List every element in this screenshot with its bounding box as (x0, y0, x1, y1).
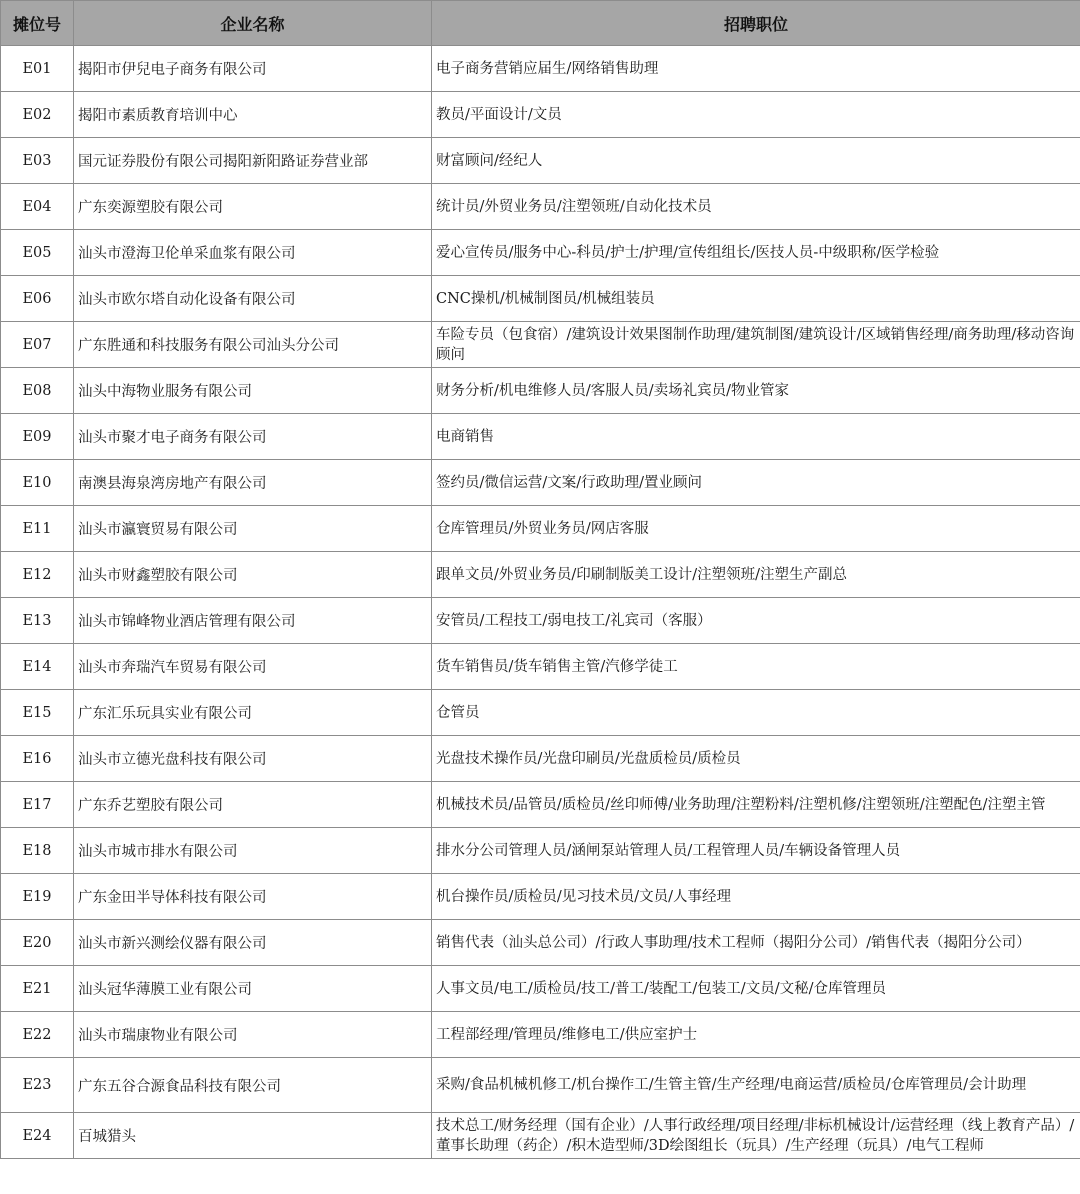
booth-number: E05 (1, 230, 74, 276)
table-row (1, 874, 1080, 920)
company-name: 揭阳市素质教育培训中心 (74, 92, 432, 138)
table-row (1, 966, 1080, 1012)
positions: 采购/食品机械机修工/机台操作工/生管主管/生产经理/电商运营/质检员/仓库管理员/会计助理 (432, 1058, 1080, 1113)
booth-number: E11 (1, 506, 74, 552)
booth-number: E13 (1, 598, 74, 644)
header-company-name: 企业名称 (74, 1, 432, 46)
positions: 机械技术员/品管员/质检员/丝印师傅/业务助理/注塑粉料/注塑机修/注塑领班/注塑配色/注塑主管 (432, 782, 1080, 828)
table-row (1, 1058, 1080, 1113)
table-row (1, 920, 1080, 966)
company-name: 汕头市欧尔塔自动化设备有限公司 (74, 276, 432, 322)
positions: 统计员/外贸业务员/注塑领班/自动化技术员 (432, 184, 1080, 230)
table-row (1, 276, 1080, 322)
company-name: 广东五谷合源食品科技有限公司 (74, 1058, 432, 1113)
table-row (1, 460, 1080, 506)
header-row (1, 1, 1080, 46)
booth-number: E15 (1, 690, 74, 736)
positions: 光盘技术操作员/光盘印刷员/光盘质检员/质检员 (432, 736, 1080, 782)
booth-number: E14 (1, 644, 74, 690)
company-name: 汕头中海物业服务有限公司 (74, 368, 432, 414)
booth-number: E07 (1, 322, 74, 368)
company-name: 广东胜通和科技服务有限公司汕头分公司 (74, 322, 432, 368)
booth-number: E04 (1, 184, 74, 230)
table-row (1, 1012, 1080, 1058)
booth-number: E10 (1, 460, 74, 506)
positions: 货车销售员/货车销售主管/汽修学徒工 (432, 644, 1080, 690)
positions: 爱心宣传员/服务中心-科员/护士/护理/宣传组组长/医技人员-中级职称/医学检验 (432, 230, 1080, 276)
positions: 仓库管理员/外贸业务员/网店客服 (432, 506, 1080, 552)
positions: 车险专员（包食宿）/建筑设计效果图制作助理/建筑制图/建筑设计/区域销售经理/商务助理/移动咨询顾问 (432, 322, 1080, 368)
table-row (1, 506, 1080, 552)
positions: 签约员/微信运营/文案/行政助理/置业顾问 (432, 460, 1080, 506)
positions: 财务分析/机电维修人员/客服人员/卖场礼宾员/物业管家 (432, 368, 1080, 414)
positions: 工程部经理/管理员/维修电工/供应室护士 (432, 1012, 1080, 1058)
company-name: 广东奕源塑胶有限公司 (74, 184, 432, 230)
table-row (1, 46, 1080, 92)
company-name: 汕头市城市排水有限公司 (74, 828, 432, 874)
booth-number: E20 (1, 920, 74, 966)
table-row (1, 644, 1080, 690)
positions: 财富顾问/经纪人 (432, 138, 1080, 184)
booth-number: E12 (1, 552, 74, 598)
company-name: 广东汇乐玩具实业有限公司 (74, 690, 432, 736)
positions: 销售代表（汕头总公司）/行政人事助理/技术工程师（揭阳分公司）/销售代表（揭阳分公司） (432, 920, 1080, 966)
booth-number: E01 (1, 46, 74, 92)
table-row (1, 690, 1080, 736)
table-row (1, 782, 1080, 828)
table-row (1, 736, 1080, 782)
company-name: 汕头市澄海卫伦单采血浆有限公司 (74, 230, 432, 276)
table-row (1, 138, 1080, 184)
company-name: 汕头市立德光盘科技有限公司 (74, 736, 432, 782)
company-name: 汕头市瀛寰贸易有限公司 (74, 506, 432, 552)
booth-number: E03 (1, 138, 74, 184)
positions: 机台操作员/质检员/见习技术员/文员/人事经理 (432, 874, 1080, 920)
company-name: 国元证券股份有限公司揭阳新阳路证券营业部 (74, 138, 432, 184)
table-body (1, 46, 1080, 1159)
company-name: 汕头冠华薄膜工业有限公司 (74, 966, 432, 1012)
positions: 技术总工/财务经理（国有企业）/人事行政经理/项目经理/非标机械设计/运营经理（线上教育产品）/董事长助理（药企）/积木造型师/3D绘图组长（玩具）/生产经理（玩具）/电气工程师 (432, 1113, 1080, 1159)
positions: CNC操机/机械制图员/机械组装员 (432, 276, 1080, 322)
company-name: 汕头市聚才电子商务有限公司 (74, 414, 432, 460)
table-row (1, 1113, 1080, 1159)
company-name: 汕头市财鑫塑胶有限公司 (74, 552, 432, 598)
booth-number: E21 (1, 966, 74, 1012)
company-name: 揭阳市伊兒电子商务有限公司 (74, 46, 432, 92)
booth-number: E09 (1, 414, 74, 460)
booth-number: E23 (1, 1058, 74, 1113)
booth-number: E02 (1, 92, 74, 138)
booth-number: E19 (1, 874, 74, 920)
company-name: 汕头市瑞康物业有限公司 (74, 1012, 432, 1058)
table-row (1, 828, 1080, 874)
table-row (1, 598, 1080, 644)
positions: 排水分公司管理人员/涵闸泵站管理人员/工程管理人员/车辆设备管理人员 (432, 828, 1080, 874)
booth-number: E24 (1, 1113, 74, 1159)
booth-number: E06 (1, 276, 74, 322)
booth-number: E17 (1, 782, 74, 828)
booth-number: E08 (1, 368, 74, 414)
header-positions: 招聘职位 (432, 1, 1080, 46)
company-name: 广东乔艺塑胶有限公司 (74, 782, 432, 828)
table-row (1, 230, 1080, 276)
positions: 仓管员 (432, 690, 1080, 736)
booth-number: E16 (1, 736, 74, 782)
header-booth-number: 摊位号 (1, 1, 74, 46)
booth-number: E18 (1, 828, 74, 874)
table-row (1, 368, 1080, 414)
positions: 教员/平面设计/文员 (432, 92, 1080, 138)
company-name: 广东金田半导体科技有限公司 (74, 874, 432, 920)
company-name: 南澳县海泉湾房地产有限公司 (74, 460, 432, 506)
company-name: 百城猎头 (74, 1113, 432, 1159)
company-name: 汕头市奔瑞汽车贸易有限公司 (74, 644, 432, 690)
table-row (1, 552, 1080, 598)
company-name: 汕头市新兴测绘仪器有限公司 (74, 920, 432, 966)
table-row (1, 322, 1080, 368)
company-name: 汕头市锦峰物业酒店管理有限公司 (74, 598, 432, 644)
positions: 人事文员/电工/质检员/技工/普工/装配工/包装工/文员/文秘/仓库管理员 (432, 966, 1080, 1012)
positions: 安管员/工程技工/弱电技工/礼宾司（客服） (432, 598, 1080, 644)
booth-number: E22 (1, 1012, 74, 1058)
table-row (1, 414, 1080, 460)
positions: 跟单文员/外贸业务员/印刷制版美工设计/注塑领班/注塑生产副总 (432, 552, 1080, 598)
table-row (1, 92, 1080, 138)
table-row (1, 184, 1080, 230)
positions: 电商销售 (432, 414, 1080, 460)
positions: 电子商务营销应届生/网络销售助理 (432, 46, 1080, 92)
